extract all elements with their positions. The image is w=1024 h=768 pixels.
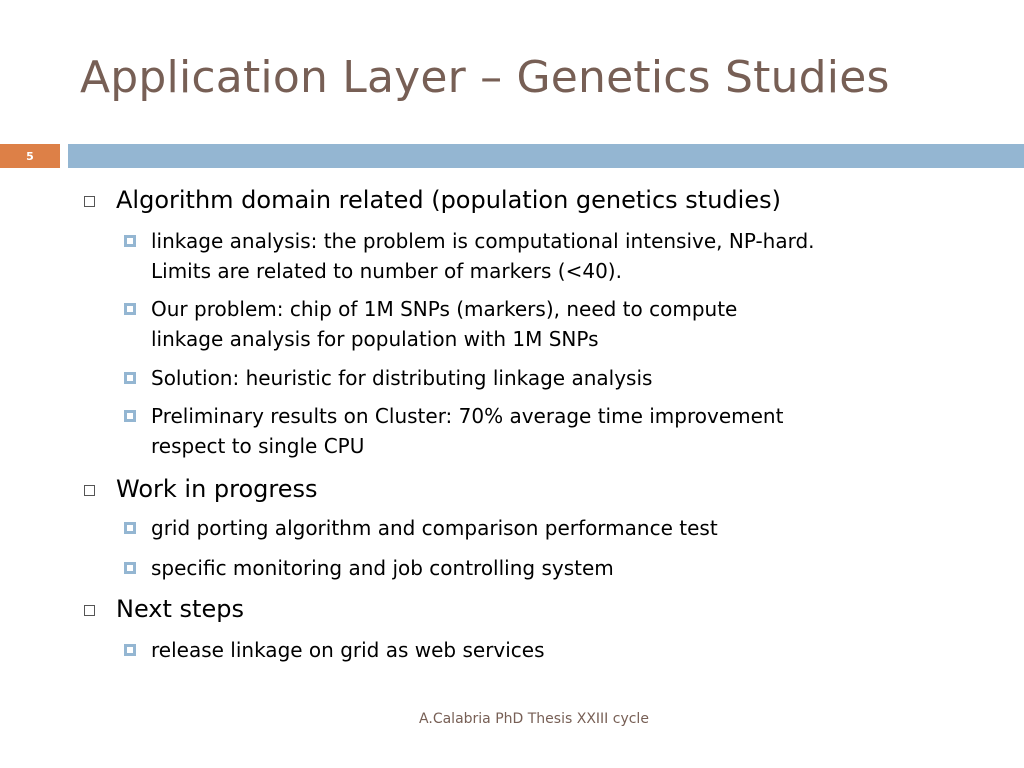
sub-bullet-linkage-analysis: linkage analysis: the problem is computational intensive, NP-hard. (151, 229, 815, 253)
bullet-algorithm-domain: Algorithm domain related (population genetics studies) (116, 186, 781, 214)
square-bullet-icon (124, 372, 136, 384)
sub-bullet-solution: Solution: heuristic for distributing linkage analysis (151, 366, 653, 390)
sub-bullet-our-problem: Our problem: chip of 1M SNPs (markers), need to compute (151, 297, 738, 321)
hollow-square-bullet-icon (84, 605, 95, 616)
square-bullet-icon (124, 644, 136, 656)
title-divider-bar (68, 144, 1024, 168)
slide-number-badge: 5 (0, 144, 60, 168)
square-bullet-icon (124, 562, 136, 574)
sub-bullet-grid-porting: grid porting algorithm and comparison performance test (151, 516, 718, 540)
square-bullet-icon (124, 235, 136, 247)
slide-footer (0, 711, 1024, 727)
square-bullet-icon (124, 303, 136, 315)
sub-bullet-our-problem-cont: linkage analysis for population with 1M SNPs (151, 327, 599, 351)
bullet-work-in-progress: Work in progress (116, 475, 318, 503)
hollow-square-bullet-icon (84, 196, 95, 207)
hollow-square-bullet-icon (84, 485, 95, 496)
bullet-next-steps: Next steps (116, 595, 244, 623)
slide-title: Application Layer – Genetics Studies (80, 52, 890, 103)
sub-bullet-release-linkage: release linkage on grid as web services (151, 638, 545, 662)
sub-bullet-linkage-analysis-cont: Limits are related to number of markers (<40). (151, 259, 622, 283)
footer-text: A.Calabria PhD Thesis XXIII cycle (419, 711, 649, 727)
square-bullet-icon (124, 522, 136, 534)
sub-bullet-preliminary-results-cont: respect to single CPU (151, 434, 365, 458)
sub-bullet-preliminary-results: Preliminary results on Cluster: 70% average time improvement (151, 404, 784, 428)
sub-bullet-monitoring: specific monitoring and job controlling system (151, 556, 614, 580)
square-bullet-icon (124, 410, 136, 422)
